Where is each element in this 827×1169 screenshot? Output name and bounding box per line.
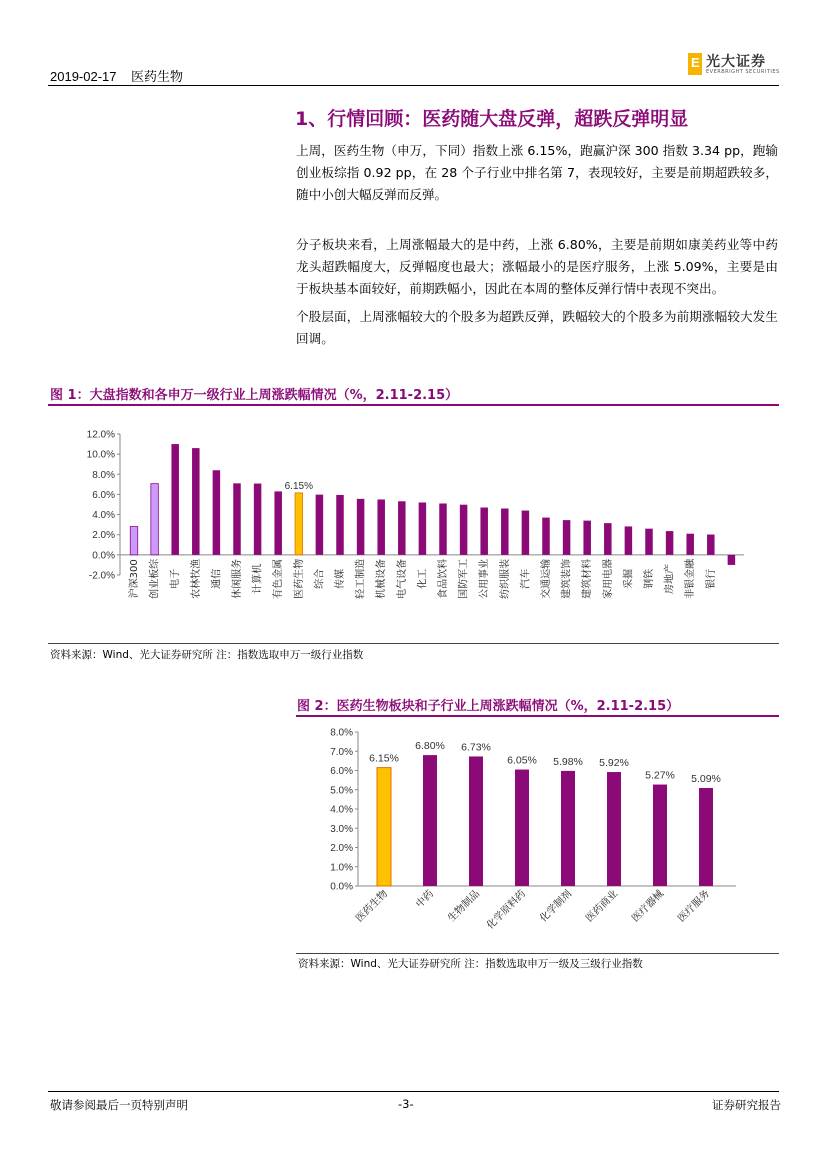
data-label: 6.05% <box>507 754 537 767</box>
bar-14 <box>419 502 427 554</box>
figure1-source: 资料来源：Wind、光大证券研究所 注：指数选取申万一级行业指数 <box>50 649 364 661</box>
x-tick-label: 综合 <box>314 568 326 589</box>
x-tick-label: 公用事业 <box>479 558 491 599</box>
bar-28 <box>707 535 715 555</box>
x-tick-label: 医疗器械 <box>630 888 667 925</box>
bar-13 <box>398 501 406 555</box>
logo-mark-icon: E <box>688 53 702 75</box>
x-tick-label: 交通运输 <box>541 558 552 599</box>
data-label: 5.27% <box>645 769 675 782</box>
bar-8 <box>295 493 303 555</box>
figure2-bottom-rule <box>296 953 779 954</box>
y-tick-label: 0.0% <box>330 881 353 893</box>
figure2-chart <box>296 720 779 952</box>
x-tick-label: 银行 <box>705 568 717 589</box>
bar-4 <box>561 771 575 886</box>
bar-4 <box>213 470 221 555</box>
bar-15 <box>439 503 447 554</box>
y-tick-label: 5.0% <box>330 785 353 797</box>
x-tick-label: 医药生物 <box>293 558 305 599</box>
x-tick-label: 机械设备 <box>376 558 388 599</box>
figure1-title: 图 1：大盘指数和各申万一级行业上周涨跌幅情况（%，2.11-2.15） <box>50 388 459 403</box>
bar-19 <box>522 511 530 555</box>
x-tick-label: 家用电器 <box>602 558 614 599</box>
bar-22 <box>583 521 591 555</box>
page-number: -3- <box>398 1097 414 1111</box>
logo-subtext: EVERBRIGHT SECURITIES <box>706 69 780 75</box>
x-tick-label: 纺织服装 <box>499 558 511 599</box>
x-tick-label: 汽车 <box>520 568 532 589</box>
highlight-data-label: 6.15% <box>284 480 313 492</box>
x-tick-label: 化学原料药 <box>484 888 529 932</box>
data-label: 5.98% <box>553 755 583 768</box>
x-tick-label: 国防军工 <box>458 558 470 599</box>
bar-6 <box>653 785 667 886</box>
footer-disclaimer: 敬请参阅最后一页特别声明 <box>50 1098 188 1112</box>
x-tick-label: 建筑材料 <box>582 558 594 599</box>
y-tick-label: 7.0% <box>330 746 353 758</box>
figure1-chart <box>48 410 779 642</box>
x-tick-label: 计算机 <box>252 563 264 594</box>
company-logo <box>688 51 780 79</box>
bar-0 <box>130 527 138 555</box>
x-tick-label: 传媒 <box>335 568 346 589</box>
y-tick-label: 6.0% <box>92 489 115 501</box>
y-tick-label: 4.0% <box>92 510 115 522</box>
footer-divider <box>48 1091 779 1092</box>
bar-2 <box>171 444 179 555</box>
bar-25 <box>645 529 653 555</box>
bar-24 <box>625 526 633 554</box>
x-tick-label: 医药生物 <box>354 888 391 925</box>
x-tick-label: 中药 <box>414 888 437 911</box>
figure1-top-rule <box>48 404 779 406</box>
y-tick-label: 3.0% <box>330 823 353 835</box>
x-tick-label: 钢铁 <box>644 568 655 589</box>
figure1-bottom-rule <box>48 643 779 644</box>
bar-20 <box>542 518 550 555</box>
bar-0 <box>377 768 391 886</box>
x-tick-label: 非银金融 <box>685 558 697 599</box>
y-tick-label: 6.0% <box>330 766 353 777</box>
x-tick-label: 通信 <box>211 568 223 589</box>
bar-16 <box>460 505 468 555</box>
data-label: 5.92% <box>599 757 629 770</box>
data-label: 6.15% <box>369 752 399 765</box>
x-tick-label: 医药商业 <box>584 888 621 925</box>
bar-17 <box>480 508 488 555</box>
x-tick-label: 采掘 <box>623 568 635 589</box>
header-date-section: 2019-02-17 医药生物 <box>50 69 183 84</box>
bar-6 <box>254 484 262 555</box>
x-tick-label: 有色金属 <box>273 558 285 599</box>
data-label: 6.80% <box>415 740 445 753</box>
header-divider <box>48 85 779 86</box>
bar-5 <box>233 483 241 555</box>
bar-1 <box>423 755 437 886</box>
bar-26 <box>666 531 674 555</box>
y-tick-label: 10.0% <box>86 449 115 461</box>
figure2-title: 图 2：医药生物板块和子行业上周涨跌幅情况（%，2.11-2.15） <box>297 699 680 714</box>
bar-7 <box>274 491 282 554</box>
y-tick-label: 2.0% <box>330 843 353 854</box>
bar-21 <box>563 520 571 555</box>
x-tick-label: 生物制品 <box>446 888 483 925</box>
section-title: 1、行情回顾：医药随大盘反弹，超跌反弹明显 <box>295 108 689 130</box>
x-tick-label: 房地产 <box>664 563 676 594</box>
data-label: 5.09% <box>691 773 721 786</box>
paragraph-1: 上周，医药生物（申万，下同）指数上涨 6.15%，跑赢沪深 300 指数 3.34 pp，跑输创业板综指 0.92 pp，在 28 个子行业中排名第 7，表现较好，主要是前期超跌较多，随中小创大幅反弹而反弹。 <box>296 143 778 202</box>
x-tick-label: 食品饮料 <box>438 558 449 599</box>
bar-1 <box>151 484 159 555</box>
x-tick-label: 创业板综 <box>149 558 161 599</box>
bar-29 <box>728 555 736 565</box>
paragraph-3: 个股层面，上周涨幅较大的个股多为超跌反弹，跌幅较大的个股多为前期涨幅较大发生回调。 <box>296 309 778 346</box>
bar-3 <box>192 448 200 555</box>
bar-9 <box>316 495 324 555</box>
bar-7 <box>699 788 713 886</box>
y-tick-label: 12.0% <box>86 429 115 441</box>
y-tick-label: 0.0% <box>92 550 115 562</box>
footer-report-type: 证券研究报告 <box>712 1098 781 1112</box>
bar-11 <box>357 499 365 555</box>
bar-3 <box>515 770 529 886</box>
x-tick-label: 建筑装饰 <box>561 558 573 599</box>
y-tick-label: 1.0% <box>330 862 353 874</box>
x-tick-label: 休闲服务 <box>232 558 243 599</box>
y-tick-label: 4.0% <box>330 804 353 816</box>
paragraph-2: 分子板块来看，上周涨幅最大的是中药，上涨 6.80%，主要是前期如康美药业等中药龙头超跌幅度大，反弹幅度也最大；涨幅最小的是医疗服务，上涨 5.09%，主要是由于板块基本面较好，前期跌幅小，因此在本周的整体反弹行情中表现不突出。 <box>296 237 778 296</box>
bar-2 <box>469 756 483 886</box>
logo-text: 光大证券 <box>706 54 766 70</box>
bar-23 <box>604 523 612 555</box>
y-tick-label: 8.0% <box>330 727 353 739</box>
bar-18 <box>501 509 509 555</box>
x-tick-label: 化学制剂 <box>538 888 575 925</box>
bar-27 <box>686 534 694 555</box>
bar-10 <box>336 495 344 555</box>
figure2-top-rule <box>296 715 779 717</box>
y-tick-label: 8.0% <box>92 469 115 481</box>
x-tick-label: 化工 <box>417 568 429 589</box>
y-tick-label: -2.0% <box>88 570 115 582</box>
x-tick-label: 电子 <box>170 568 182 589</box>
bar-5 <box>607 772 621 886</box>
y-tick-label: 2.0% <box>92 530 115 542</box>
x-tick-label: 电气设备 <box>396 558 408 599</box>
x-tick-label: 沪深300 <box>129 559 140 599</box>
x-tick-label: 医疗服务 <box>676 888 713 925</box>
bar-12 <box>377 499 385 554</box>
data-label: 6.73% <box>461 741 491 754</box>
x-tick-label: 轻工制造 <box>355 558 367 599</box>
figure2-source: 资料来源：Wind、光大证券研究所 注：指数选取申万一级及三级行业指数 <box>298 958 643 970</box>
x-tick-label: 农林牧渔 <box>190 558 202 599</box>
